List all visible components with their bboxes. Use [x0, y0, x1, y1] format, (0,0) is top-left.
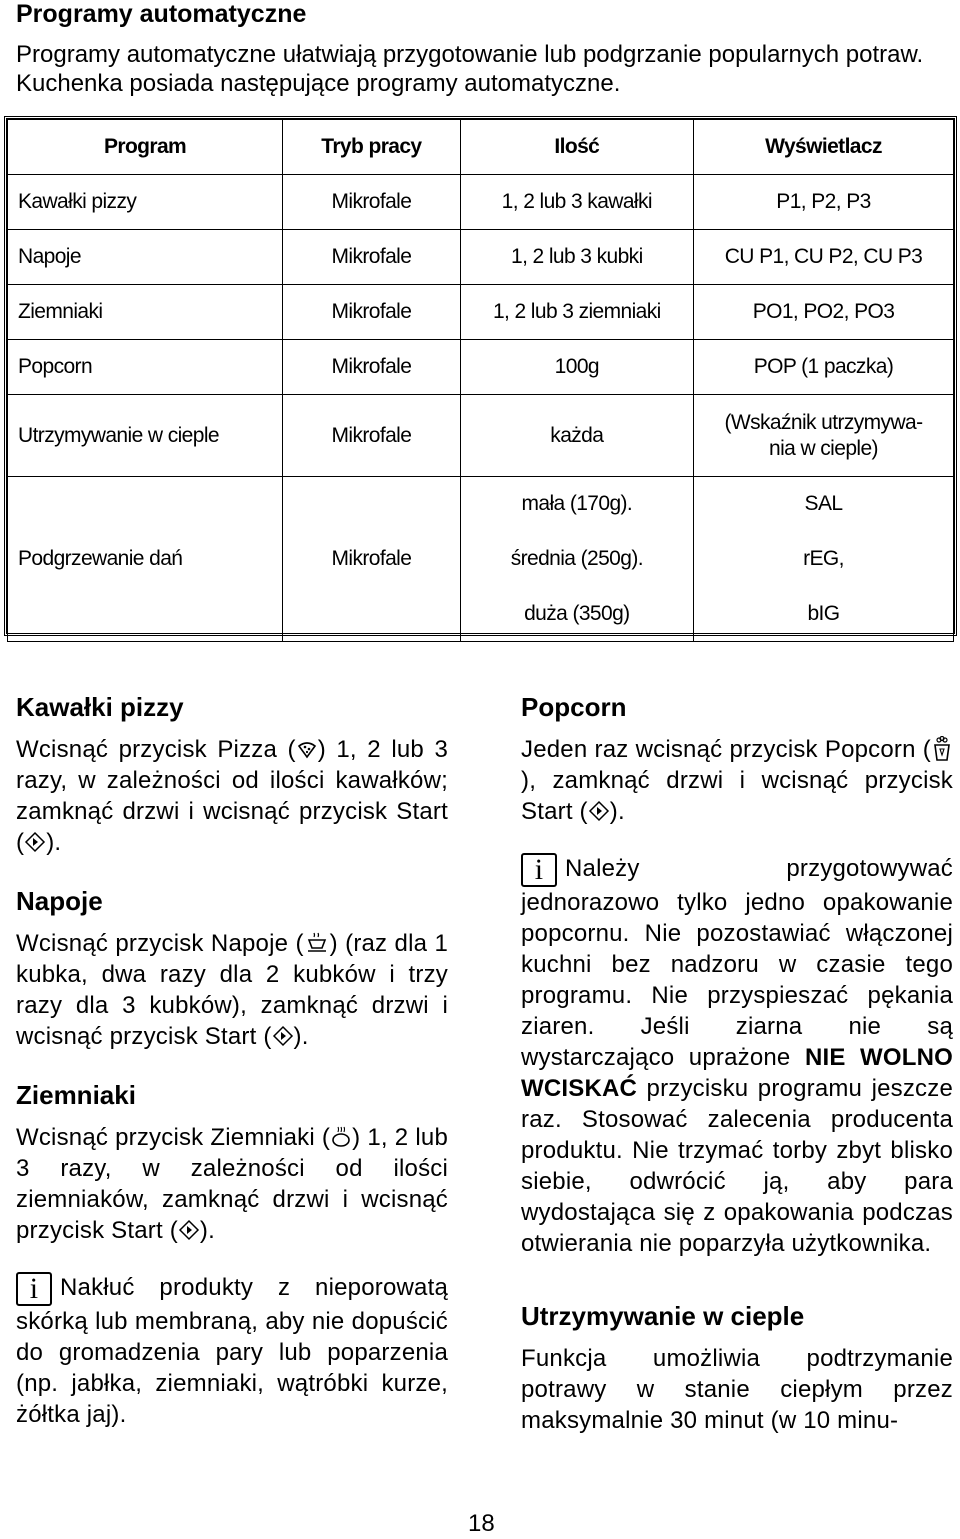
table-row: [8, 230, 954, 285]
popcorn-instructions: Jeden raz wcisnąć przycisk Popcorn (), zamknąć drzwi i wcisnąć przycisk Start ( ).: [521, 736, 953, 825]
cell-program: Utrzymywanie w cieple: [8, 395, 283, 477]
cell-program: Popcorn: [8, 340, 283, 395]
page-title: Programy automatyczne: [16, 0, 307, 28]
heading-keepwarm: Utrzymywanie w cieple: [521, 1301, 805, 1331]
cell-display: SAL: [693, 477, 953, 532]
table-row: [8, 340, 954, 395]
cell-program: Kawałki pizzy: [8, 175, 283, 230]
heading-potatoes: Ziemniaki: [16, 1080, 136, 1110]
pizza-icon: [296, 738, 318, 760]
cell-display: P1, P2, P3: [693, 175, 953, 230]
cell-display: rEG,: [693, 532, 953, 587]
left-column: [16, 690, 448, 1430]
right-column: [521, 690, 953, 1436]
table-row: [8, 175, 954, 230]
display-keepwarm-text: (Wskaźnik utrzymywa-nia w cieple): [724, 410, 923, 460]
popcorn-icon: [931, 736, 953, 762]
info-icon: i: [521, 853, 557, 887]
intro-paragraph: Programy automatyczne ułatwiają przygotowanie lub podgrzanie popularnych potraw. Kuchenka posiada następujące programy automatyczne.: [16, 41, 924, 97]
programs-grid: [7, 119, 954, 642]
heading-popcorn: Popcorn: [521, 692, 627, 722]
heading-pizza: Kawałki pizzy: [16, 692, 184, 722]
header-mode: Tryb pracy: [283, 120, 461, 175]
cell-mode: Mikrofale: [283, 477, 461, 642]
cell-quantity: mała (170g).: [460, 477, 693, 532]
cell-program: Ziemniaki: [8, 285, 283, 340]
table-row: [8, 477, 954, 532]
table-row: [8, 395, 954, 477]
header-program: Program: [8, 120, 283, 175]
cup-icon: [304, 932, 330, 954]
header-display: Wyświetlacz: [693, 120, 953, 175]
cell-mode: Mikrofale: [283, 230, 461, 285]
cell-quantity: 1, 2 lub 3 ziemniaki: [460, 285, 693, 340]
cell-quantity: duża (350g): [460, 587, 693, 642]
cell-quantity: średnia (250g).: [460, 532, 693, 587]
cell-mode: Mikrofale: [283, 175, 461, 230]
cell-mode: Mikrofale: [283, 340, 461, 395]
potatoes-instructions: Wcisnąć przycisk Ziemniaki ( ) 1, 2 lub 3 razy, w zależności od ilości ziemniaków, zamknąć drzwi i wcisnąć przycisk Start ( ).: [16, 1124, 448, 1244]
potato-icon: [330, 1126, 352, 1148]
cell-quantity: każda: [460, 395, 693, 477]
table-row: [8, 285, 954, 340]
cell-program: Podgrzewanie dań: [8, 477, 283, 642]
cell-display: POP (1 paczka): [693, 340, 953, 395]
drinks-instructions: Wcisnąć przycisk Napoje ( ) (raz dla 1 kubka, dwa razy dla 2 kubków i trzy razy dla 3 kubków), zamknąć drzwi i wcisnąć przycisk Start ( ).: [16, 930, 449, 1050]
warning-text: NIE WOLNO WCISKAĆ: [521, 1044, 953, 1102]
cell-mode: Mikrofale: [283, 395, 461, 477]
cell-quantity: 1, 2 lub 3 kubki: [460, 230, 693, 285]
pizza-instructions: Wcisnąć przycisk Pizza ( ) 1, 2 lub 3 razy, w zależności od ilości kawałków; zamknąć drzwi i wcisnąć przycisk Start ( ).: [16, 736, 448, 856]
header-quantity: Ilość: [460, 120, 693, 175]
cell-program: Napoje: [8, 230, 283, 285]
programs-table: [4, 116, 957, 636]
heading-drinks: Napoje: [16, 886, 103, 916]
start-icon: [24, 831, 46, 853]
info-icon: i: [16, 1272, 52, 1306]
cell-quantity: 1, 2 lub 3 kawałki: [460, 175, 693, 230]
potatoes-note: i Nakłuć produkty z nieporowatą skórką lub membraną, aby nie dopuścić do gromadzenia pary lub poparzenia (np. jabłka, ziemniaki, wątróbki kurze, żółtka jaj).: [16, 1272, 448, 1428]
cell-mode: Mikrofale: [283, 285, 461, 340]
cell-display: [693, 395, 953, 477]
popcorn-note: i Należy przygotowywać jednorazowo tylko jedno opakowanie popcornu. Nie pozostawiać włączonej kuchni bez nadzoru w czasie tego programu. Nie przyspieszać pękania ziaren. Jeśli ziarna nie są wystarczająco uprażone NIE WOLNO WCISKAĆ przycisku programu jeszcze raz. Stosować zalecenia producenta produktu. Nie trzymać torby zbyt blisko siebie, odwrócić ją, aby para wydostająca się z opakowania podczas otwierania nie poparzyła użytkownika.: [521, 853, 953, 1257]
keepwarm-text: Funkcja umożliwia podtrzymanie potrawy w stanie ciepłym przez maksymalnie 30 minut (w 10 minu-: [521, 1345, 953, 1434]
start-icon: [178, 1219, 200, 1241]
cell-display: bIG: [693, 587, 953, 642]
cell-display: CU P1, CU P2, CU P3: [693, 230, 953, 285]
start-icon: [588, 800, 610, 822]
table-header-row: [8, 120, 954, 175]
start-icon: [272, 1025, 294, 1047]
page-number: 18: [468, 1510, 495, 1537]
cell-quantity: 100g: [460, 340, 693, 395]
cell-display: PO1, PO2, PO3: [693, 285, 953, 340]
